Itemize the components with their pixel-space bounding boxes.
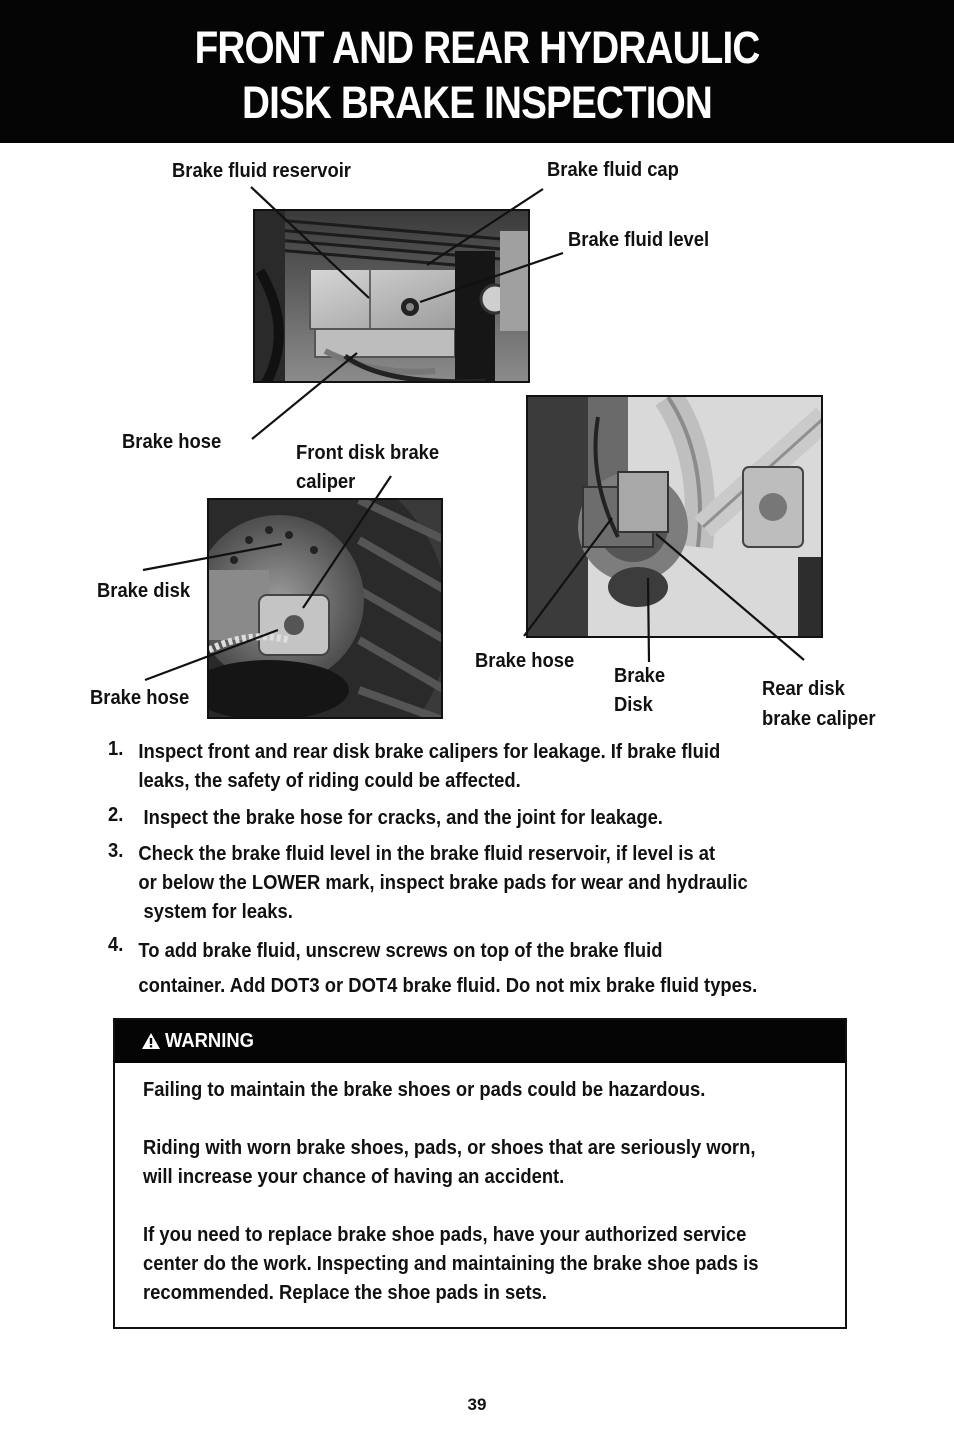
label-front-caliper-line-1: Front disk brake: [296, 442, 440, 464]
page-number: 39: [467, 1395, 487, 1414]
step-text-line: Inspect front and rear disk brake calipers for leakage. If brake fluid: [138, 741, 721, 763]
warning-paragraph-3: [143, 1221, 759, 1308]
reservoir-illustration: [255, 211, 530, 383]
label-brake-hose-front: Brake hose: [90, 687, 190, 709]
step-number: 4.: [108, 934, 124, 956]
label-brake-hose-top: Brake hose: [122, 431, 222, 453]
warning-line: center do the work. Inspecting and maintaining the brake shoe pads is: [143, 1253, 759, 1275]
page-title-line-2: DISK BRAKE INSPECTION: [241, 77, 713, 128]
step-text-line: To add brake fluid, unscrew screws on top of the brake fluid: [138, 940, 663, 962]
step-text-line: Inspect the brake hose for cracks, and the joint for leakage.: [138, 807, 663, 829]
front-brake-photo: [207, 498, 443, 719]
warning-paragraph-1: [143, 1076, 705, 1105]
label-brake-fluid-level: Brake fluid level: [568, 229, 710, 251]
rear-brake-illustration: [528, 397, 823, 638]
label-brake-disk: Brake disk: [97, 580, 191, 602]
warning-line: Failing to maintain the brake shoes or pads could be hazardous.: [143, 1079, 706, 1101]
warning-paragraph-2: [143, 1134, 755, 1192]
front-brake-illustration: [209, 500, 443, 719]
label-rear-brake-disk-line-2: Disk: [614, 694, 653, 716]
step-text-line: or below the LOWER mark, inspect brake pads for wear and hydraulic: [138, 872, 748, 894]
label-brake-hose-rear: Brake hose: [475, 650, 575, 672]
step-number: 3.: [108, 840, 124, 862]
rear-brake-photo: [526, 395, 823, 638]
label-rear-caliper-line-2: brake caliper: [762, 708, 876, 730]
step-text-line: system for leaks.: [138, 901, 293, 923]
label-brake-fluid-reservoir: Brake fluid reservoir: [172, 160, 351, 182]
step-number: 1.: [108, 738, 124, 760]
warning-line: Riding with worn brake shoes, pads, or shoes that are seriously worn,: [143, 1137, 756, 1159]
step-text-line: Check the brake fluid level in the brake fluid reservoir, if level is at: [138, 843, 716, 865]
reservoir-photo: [253, 209, 530, 383]
step-text-line: container. Add DOT3 or DOT4 brake fluid. Do not mix brake fluid types.: [138, 975, 758, 997]
warning-box: [113, 1018, 847, 1329]
label-front-caliper-line-2: caliper: [296, 471, 356, 493]
label-brake-fluid-cap: Brake fluid cap: [547, 159, 679, 181]
warning-triangle-icon: [141, 1032, 161, 1050]
step-text-line: leaks, the safety of riding could be affected.: [138, 770, 521, 792]
warning-header: [115, 1020, 845, 1063]
warning-title: WARNING: [165, 1030, 254, 1052]
label-rear-brake-disk-line-1: Brake: [614, 665, 666, 687]
warning-line: will increase your chance of having an accident.: [143, 1166, 565, 1188]
warning-line: If you need to replace brake shoe pads, have your authorized service: [143, 1224, 747, 1246]
page-title-line-1: FRONT AND REAR HYDRAULIC: [194, 22, 760, 73]
step-number: 2.: [108, 804, 124, 826]
warning-line: recommended. Replace the shoe pads in sets.: [143, 1282, 547, 1304]
page-header: [0, 0, 954, 143]
label-rear-caliper-line-1: Rear disk: [762, 678, 845, 700]
